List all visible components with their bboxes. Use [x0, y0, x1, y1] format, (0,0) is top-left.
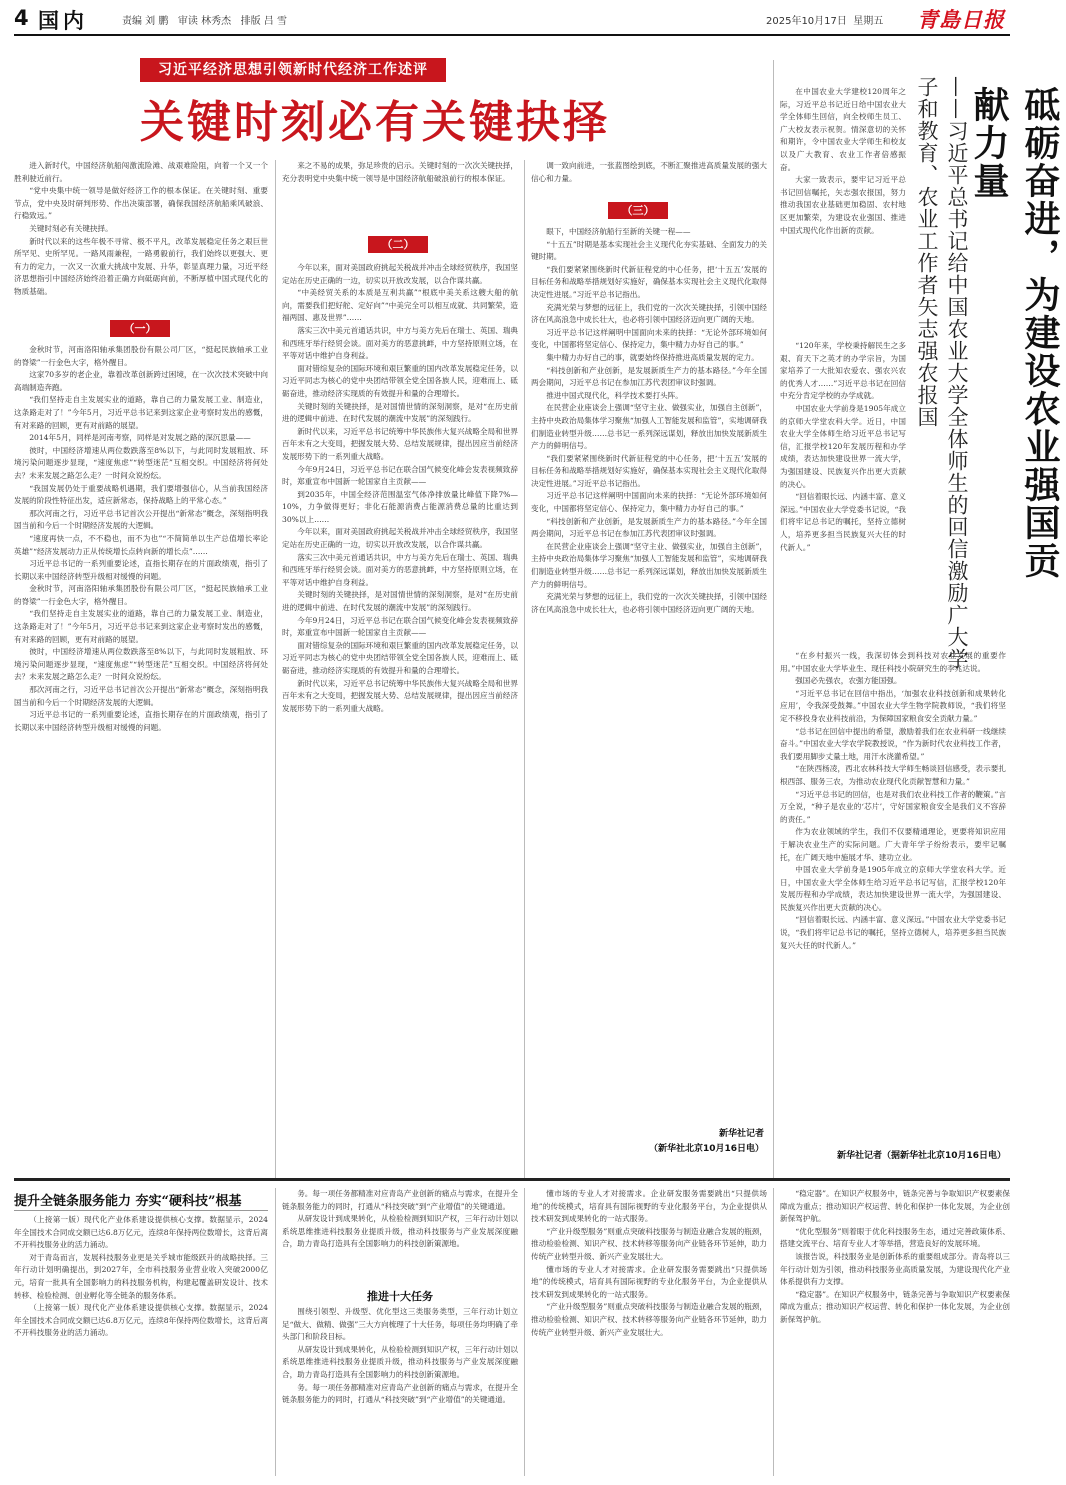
paragraph: “120年来，学校秉持解民生之多艰、育天下之英才的办学宗旨，为国家培养了一大批知农爱农、强农兴农的优秀人才……”习近平总书记在回信中充分肯定学校的办学成就。 — [780, 341, 906, 401]
paragraph: 今年以来，面对美国政府挑起关税战并冲击全球经贸秩序，我国坚定站在历史正确的一边，切实以开放改发展，以合作谋共赢。 — [282, 527, 518, 550]
masthead — [0, 0, 1024, 38]
paragraph: 作为农业领域的学生，我们不仅要精通理论，更要将知识应用于解决农业生产的实际问题。广大青年学子纷纷表示，要牢记嘱托，在广阔天地中施展才华、建功立业。 — [780, 827, 1006, 862]
section-name: 国内 — [38, 8, 88, 33]
paragraph: 金秋时节，河南洛阳轴承集团股份有限公司厂区，“挺起民族轴承工业的脊梁”一行金色大字，格外醒目。 — [14, 584, 268, 606]
paragraph: “中美经贸关系的本质是互利共赢”“根底中美关系这艘大船的航向，需要我们把好舵、定好向”“中美完全可以相互成就、共同繁荣，造福两国、惠及世界”…… — [282, 288, 518, 323]
main-col1-intro — [14, 160, 268, 318]
paragraph: 从研发设计到成果转化，从检验检测到知识产权，三年行动计划以系统思维推进科技服务业提质升级，推动科技服务与产业发展深度融合，助力青岛打造具有全国影响力的科技创新策源地。 — [282, 1214, 518, 1249]
paragraph: 关键时刻必有关键抉择。 — [29, 223, 113, 233]
main-col3-top — [531, 160, 767, 194]
paragraph: “十五五”时期是基本实现社会主义现代化夯实基础、全面发力的关键时期。 — [531, 239, 767, 262]
paragraph: 大家一致表示，要牢记习近平总书记回信嘱托，矢志强农报国，努力推动我国农业基础更加稳固、农村地区更加繁荣，为建设农业强国、推进中国式现代化作出新的贡献。 — [780, 175, 906, 235]
paragraph: 落实三次中美元首通话共识，中方与美方先后在瑞士、英国、瑞典和西班牙举行经贸会谈。面对美方的恶意挑衅，中方坚持原则立场，在平等对话中维护自身利益。 — [282, 552, 518, 587]
paragraph: “在乡村振兴一线，我深切体会到科技对农业发展的重要作用。”中国农业大学毕业生、现任科技小院研究生的李兆达说。 — [780, 651, 1006, 673]
paragraph: 懂市场的专业人才对接需求。企业研发服务需要跳出“只提供场地”的传统模式，培育具有国际视野的专业化服务平台，为企业提供从技术研发到成果转化的一站式服务。 — [531, 1264, 767, 1299]
paragraph: 习近平总书记这样阐明中国面向未来的抉择：“无论外部环境如何变化，中国都将坚定信心、保持定力，集中精力办好自己的事。” — [531, 491, 767, 514]
paragraph: 新时代以来，习近平总书记统筹中华民族伟大复兴战略全局和世界百年未有之大变局，把握发展大势、总结发展规律，提出因应当前经济发展形势下的一系列重大战略。 — [282, 426, 518, 461]
main-col2-top — [282, 160, 518, 222]
paragraph: “总书记在回信中提出的希望，激励着我们在农业科研一线继续奋斗。”中国农业大学农学院教授说，“作为新时代农业科技工作者，我们要用脚步丈量土地，用汗水浇灌希望。” — [780, 726, 1006, 761]
paragraph: 调一致向前进，一张蓝图绘到底，不断汇聚推进高质量发展的强大信心和力量。 — [531, 161, 767, 183]
paragraph: 在中国农业大学建校120周年之际，习近平总书记近日给中国农业大学全体师生回信，向全校师生员工、广大校友表示祝贺。情深意切的关怀和期许，令中国农业大学师生和校友以及广大教育、农业工作者倍感振奋。 — [780, 87, 906, 172]
section-mark-1: （一） — [110, 320, 170, 337]
paragraph: “我国发展仍处于重要战略机遇期，我们要增强信心，从当前我国经济发展的阶段性特征出发，适应新常态，保持战略上的平常心态。” — [14, 483, 268, 506]
paragraph: “习近平总书记在回信中指出，‘加强农业科技创新和成果转化应用’，令我深受鼓舞。”中国农业大学生物学院教师说，“我们将坚定不移投身农业科技前沿，为保障国家粮食安全贡献力量。” — [780, 688, 1006, 723]
paragraph: 金秋时节，河南洛阳轴承集团股份有限公司厂区，“挺起民族轴承工业的脊梁”一行金色大字，格外醒目。 — [14, 345, 268, 367]
column-divider — [773, 1188, 774, 1476]
column-divider — [275, 160, 276, 1180]
paragraph: 眼下，中国经济航船行至新的关键一程—— — [546, 227, 691, 236]
paragraph: 2014年5月，同样是河南考察，同样是对发展之路的深沉思量—— — [29, 433, 251, 443]
editor-credits: 责编 刘 鹏 审读 林秀杰 排版 吕 雪 — [122, 16, 287, 27]
paragraph: 面对错综复杂的国际环境和艰巨繁重的国内改革发展稳定任务，以习近平同志为核心的党中央团结带领全党全国各族人民，迎难而上、砥砺奋进，推动经济实现质的有效提升和量的合理增长。 — [282, 363, 518, 398]
column-divider — [524, 160, 525, 1180]
paragraph: “稳定器”。在知识产权服务中，链条完善与争取知识产权要素保障成为重点；推动知识产权运营、转化和保护一体化发展，为企业创新保驾护航。 — [780, 1289, 1010, 1324]
main-col2-body — [282, 262, 518, 1186]
bottom-col3 — [531, 1188, 767, 1476]
paragraph: 彼时，中国经济增速从两位数跌落至8%以下，与此同时发展粗放、环境污染问题逐步显现，“速度焦虑”“转型迷茫”互相交织。中国经济将何处去？未来发展之路怎么走？一时间众说纷纭。 — [14, 647, 268, 682]
paragraph: 这家70多岁的老企业，靠着改革创新跨过困境，在一次次技术突破中向高端制造奔跑。 — [14, 370, 268, 392]
section-divider — [14, 1178, 1010, 1181]
bottom-col2-top — [282, 1188, 518, 1280]
paragraph: “我们要紧紧围绕新时代新征程党的中心任务，把‘十五五’发展的目标任务和战略举措规划好实施好，确保基本实现社会主义现代化取得决定性进展。”习近平总书记指出。 — [531, 453, 767, 488]
paragraph: 中国农业大学前身是1905年成立的京师大学堂农科大学。近日，中国农业大学全体师生给习近平总书记写信，汇报学校120年发展历程和办学成绩，表达加快建设世界一流大学，为强国建设、民族复兴作出更大贡献的决心。 — [780, 403, 906, 489]
paragraph: 习近平总书记这样阐明中国面向未来的抉择：“无论外部环境如何变化，中国都将坚定信心、保持定力，集中精力办好自己的事。” — [531, 327, 767, 350]
paragraph: “在陕西杨凌，西北农林科技大学师生畅谈回信感受，表示要扎根西部、服务三农，为推动农业现代化贡献智慧和力量。” — [780, 764, 1006, 786]
section-mark-2: （二） — [368, 236, 428, 253]
paragraph: “速度再快一点，不不稳也，而不为也”“不简简单以生产总值增长率论英雄”“经济发展动力正从传统增长点转向新的增长点”…… — [14, 533, 268, 556]
paragraph: 推进中国式现代化，科学技术要打头阵。 — [546, 390, 683, 400]
paragraph: “我们坚持走自主发展实业的道路，靠自己的力量发展工业、制造业，这条路走对了！”今年5月，习近平总书记来到这家企业考察时发出的感慨，有对来路的回顾，更有对前路的展望。 — [14, 609, 268, 644]
paragraph: 关键时刻的关键抉择，是对国情世情的深刻洞察，是对“在历史前进的逻辑中前进、在时代发展的潮流中发展”的深刻践行。 — [282, 590, 518, 613]
paragraph: 懂市场的专业人才对接需求。企业研发服务需要跳出“只提供场地”的传统模式，培育具有国际视野的专业化服务平台，为企业提供从技术研发到成果转化的一站式服务。 — [531, 1189, 767, 1224]
paragraph: 该报告说，科技服务业是创新体系的重要组成部分。青岛将以三年行动计划为引领，推动科技服务业高质量发展，为建设现代化产业体系提供有力支撑。 — [780, 1251, 1010, 1287]
paragraph: 对于青岛而言，发展科技服务业更是关乎城市能级跃升的战略抉择。三年行动计划明确提出，到2027年，全市科技服务业营业收入突破2000亿元，培育一批具有全国影响力的科技服务机构，构建起覆盖研发设计、技术转移、检验检测、创业孵化等全链条的服务体系。 — [14, 1252, 268, 1300]
paragraph: 那次河南之行，习近平总书记首次公开提出“新常态”概念，深刻指明我国当前和今后一个时期经济发展的大逻辑。 — [14, 508, 268, 531]
masthead-rule — [14, 34, 1010, 36]
paragraph: 务。每一项任务都精准对应青岛产业创新的痛点与需求，在提升全链条服务能力的同时，打通从“科技突破”到“产业增值”的关键通道。 — [282, 1382, 518, 1405]
paragraph: 在民营企业座谈会上强调“坚守主业、做强实业，加强自主创新”，主持中央政治局集体学习聚焦“加强人工智能发展和监管”，实地调研我们制造业转型升级……总书记一系列深远谋划，释放出加快发展新质生产力的鲜明信号。 — [531, 403, 767, 451]
paragraph: “回信着眼长远、内涵丰富、意义深远。”中国农业大学党委书记说，“我们将牢记总书记的嘱托，坚持立德树人，培养更多担当民族复兴大任的时代新人。” — [780, 915, 1006, 950]
paragraph: “我们坚持走自主发展实业的道路，靠自己的力量发展工业、制造业，这条路走对了！”今年5月，习近平总书记来到这家企业考察时发出的感慨，有对来路的回顾，更有对前路的展望。 — [14, 395, 268, 430]
paragraph: “产业升级型服务”则重点突破科技服务与制造业融合发展的瓶颈，推动检验检测、知识产权、技术转移等服务向产业链各环节延伸，助力传统产业转型升级、新兴产业发展壮大。 — [531, 1226, 767, 1261]
paragraph: 强国必先强农，农强方能国强。 — [795, 676, 902, 686]
main-byline-reporter: 新华社记者 — [718, 1129, 764, 1139]
column-divider — [275, 1188, 276, 1476]
side-article-subtitle: ——习近平总书记给中国农业大学全体师生的回信激励广大学子和教育、农业工作者矢志强农报国 — [915, 76, 969, 670]
bottom-col2-body — [282, 1306, 518, 1476]
main-col1-body — [14, 344, 268, 1186]
column-divider — [524, 1188, 525, 1476]
paragraph: “科技创新和产业创新，是发展新质生产力的基本路径。”今年全国两会期间，习近平总书记在参加江苏代表团审议时强调。 — [531, 516, 767, 539]
paragraph: （上接第一版）现代化产业体系建设提供核心支撑。数据显示，2024年全国技术合同成交额已达6.8万亿元，连续8年保持两位数增长，这背后离不开科技服务业的活力涌动。 — [14, 1303, 268, 1338]
paragraph: 习近平总书记的一系列重要论述，直指长期存在的片面政绩观，指引了长期以来中国经济转型升级相对缓慢的问题。 — [14, 559, 268, 581]
paragraph: “回信着眼长远、内涵丰富、意义深远。”中国农业大学党委书记说，“我们将牢记总书记的嘱托，坚持立德树人，培养更多担当民族复兴大任的时代新人。” — [780, 492, 906, 552]
paragraph: “我们要紧紧围绕新时代新征程党的中心任务，把‘十五五’发展的目标任务和战略举措规划好实施好，确保基本实现社会主义现代化取得决定性进展。”习近平总书记指出。 — [531, 264, 767, 299]
paragraph: 新时代以来的这些年极不寻常、极不平凡，改革发展稳定任务之艰巨世所罕见、史所罕见。一路风雨兼程，一路勇毅前行，我们始终以更强大、更有力的定力，一次又一次重大挑战中发展、升华，彰显真理力量，习近平经济思想指引中国经济始终沿着正确方向砥砺向前，不断厚植中国式现代化的物质基础。 — [14, 236, 268, 296]
series-banner: 习近平经济思想引领新时代经济工作述评 — [140, 58, 446, 82]
main-headline: 关键时刻必有关键抉择 — [140, 97, 610, 148]
paragraph: 习近平总书记的一系列重要论述，直指长期存在的片面政绩观，指引了长期以来中国经济转型升级相对缓慢的问题。 — [14, 710, 268, 732]
paragraph: 今年以来，面对美国政府挑起关税战并冲击全球经贸秩序，我国坚定站在历史正确的一边，切实以开放改发展，以合作谋共赢。 — [282, 263, 518, 285]
paragraph: 今年9月24日，习近平总书记在联合国气候变化峰会发表视频致辞时，郑重宣布中国新一轮国家自主贡献—— — [282, 615, 518, 638]
paragraph: 从研发设计到成果转化，从检验检测到知识产权，三年行动计划以系统思维推进科技服务业提质升级，推动科技服务与产业发展深度融合，助力青岛打造具有全国影响力的科技创新策源地。 — [282, 1344, 518, 1379]
paragraph: 围绕引领型、升级型、优化型这三类服务类型，三年行动计划立足“做大、做精、做强”三大方向梳理了十大任务，每项任务均明确了牵头部门和阶段目标。 — [282, 1307, 518, 1342]
paragraph: 到2035年，中国全经济范围温室气体净排放量比峰值下降7%—10%，力争做得更好；非化石能源消费占能源消费总量的比重达到30%以上…… — [282, 489, 518, 524]
paragraph: 在民营企业座谈会上强调“坚守主业、做强实业，加强自主创新”，主持中央政治局集体学习聚焦“加强人工智能发展和监管”，实地调研我们制造业转型升级……总书记一系列深远谋划，释放出加快发展新质生产力的鲜明信号。 — [531, 541, 767, 589]
bottom-col1 — [14, 1214, 268, 1476]
newspaper-logo: 青島日报 — [917, 7, 1005, 32]
main-col3-body — [531, 226, 767, 1121]
paragraph: 面对错综复杂的国际环境和艰巨繁重的国内改革发展稳定任务，以习近平同志为核心的党中央团结带领全党全国各族人民，迎难而上、砥砺奋进，推动经济实现质的有效提升和量的合理增长。 — [282, 640, 518, 675]
paragraph: 落实三次中美元首通话共识，中方与美方先后在瑞士、英国、瑞典和西班牙举行经贸会谈。面对美方的恶意挑衅，中方坚持原则立场，在平等对话中维护自身利益。 — [282, 325, 518, 361]
paragraph: 来之不易的成果，弥足珍贵的启示。关键时刻的一次次关键抉择，充分表明党中央集中统一领导是中国经济航船破浪前行的根本保证。 — [282, 161, 518, 183]
side-col-b — [780, 340, 906, 645]
bottom-headline: 提升全链条服务能力 夯实“硬科技”根基 — [14, 1194, 242, 1209]
side-byline: 新华社记者（据新华社北京10月16日电） — [836, 1151, 1006, 1161]
paragraph: “科技创新和产业创新，是发展新质生产力的基本路径。”今年全国两会期间，习近平总书记在参加江苏代表团审议时强调。 — [531, 365, 767, 388]
page-number: 4 — [14, 6, 29, 30]
paragraph: 务。每一项任务都精准对应青岛产业创新的痛点与需求，在提升全链条服务能力的同时，打通从“科技突破”到“产业增值”的关键通道。 — [282, 1189, 518, 1211]
paragraph: （上接第一版）现代化产业体系建设提供核心支撑。数据显示，2024年全国技术合同成交额已达6.8万亿元，连续8年保持两位数增长，这背后离不开科技服务业的活力涌动。 — [14, 1215, 268, 1250]
paragraph: “优化型服务”则着眼于优化科技服务生态，通过完善政策体系、搭建交流平台、培育专业人才等举措，营造良好的发展环境。 — [780, 1226, 1010, 1249]
paragraph: 充满光荣与梦想的远征上，我们党的一次次关键抉择，引领中国经济在风高浪急中成长壮大，也必将引领中国经济迈向更广阔的天地。 — [531, 302, 767, 325]
paragraph: 充满光荣与梦想的远征上，我们党的一次次关键抉择，引领中国经济在风高浪急中成长壮大，也必将引领中国经济迈向更广阔的天地。 — [531, 592, 767, 614]
side-col-a — [780, 86, 906, 334]
issue-date: 2025年10月17日 星期五 — [766, 16, 884, 27]
bottom-subhead: 推进十大任务 — [367, 1290, 433, 1303]
section-mark-3: （三） — [608, 202, 668, 219]
headline-rule — [14, 1210, 268, 1211]
paragraph: 进入新时代，中国经济航船闯激流险滩、战艰难险阻，向着一个又一个胜利驶近前行。 — [14, 161, 268, 183]
paragraph: “稳定器”。在知识产权服务中，链条完善与争取知识产权要素保障成为重点；推动知识产权运营、转化和保护一体化发展，为企业创新保驾护航。 — [780, 1189, 1010, 1224]
paragraph: “习近平总书记的回信，也是对我们农业科技工作者的鞭策。”言万全说，“种子是农业的‘芯片’，守好国家粮食安全是我们义不容辞的责任。” — [780, 789, 1006, 824]
paragraph: 今年9月24日，习近平总书记在联合国气候变化峰会发表视频致辞时，郑重宣布中国新一轮国家自主贡献—— — [282, 464, 518, 487]
main-byline-dateline: （新华社北京10月16日电） — [648, 1144, 764, 1154]
bottom-col4 — [780, 1188, 1010, 1476]
paragraph: 那次河南之行，习近平总书记首次公开提出“新常态”概念，深刻指明我国当前和今后一个时期经济发展的大逻辑。 — [14, 685, 268, 707]
side-article-title: 砥砺奋进，为建设农业强国贡献力量 — [968, 86, 1061, 580]
column-divider — [773, 60, 774, 1180]
paragraph: 集中精力办好自己的事，就要始终保持推进高质量发展的定力。 — [546, 352, 759, 362]
paragraph: “党中央集中统一领导是做好经济工作的根本保证。在关键时刻、重要节点，党中央及时研判形势、作出决策部署，确保我国经济航船乘风破浪、行稳致远。” — [14, 186, 268, 221]
side-col-c — [780, 650, 1006, 1140]
paragraph: 彼时，中国经济增速从两位数跌落至8%以下，与此同时发展粗放、环境污染问题逐步显现，“速度焦虑”“转型迷茫”互相交织。中国经济将何处去？未来发展之路怎么走？一时间众说纷纭。 — [14, 445, 268, 480]
paragraph: 中国农业大学前身是1905年成立的京师大学堂农科大学。近日，中国农业大学全体师生给习近平总书记写信，汇报学校120年发展历程和办学成绩，表达加快建设世界一流大学，为强国建设、民族复兴作出更大贡献的决心。 — [780, 865, 1006, 912]
paragraph: “产业升级型服务”则重点突破科技服务与制造业融合发展的瓶颈，推动检验检测、知识产权、技术转移等服务向产业链各环节延伸，助力传统产业转型升级、新兴产业发展壮大。 — [531, 1302, 767, 1337]
paragraph: 新时代以来，习近平总书记统筹中华民族伟大复兴战略全局和世界百年未有之大变局，把握发展大势、总结发展规律，提出因应当前经济发展形势下的一系列重大战略。 — [282, 678, 518, 713]
paragraph: 关键时刻的关键抉择，是对国情世情的深刻洞察，是对“在历史前进的逻辑中前进、在时代发展的潮流中发展”的深刻践行。 — [282, 401, 518, 424]
